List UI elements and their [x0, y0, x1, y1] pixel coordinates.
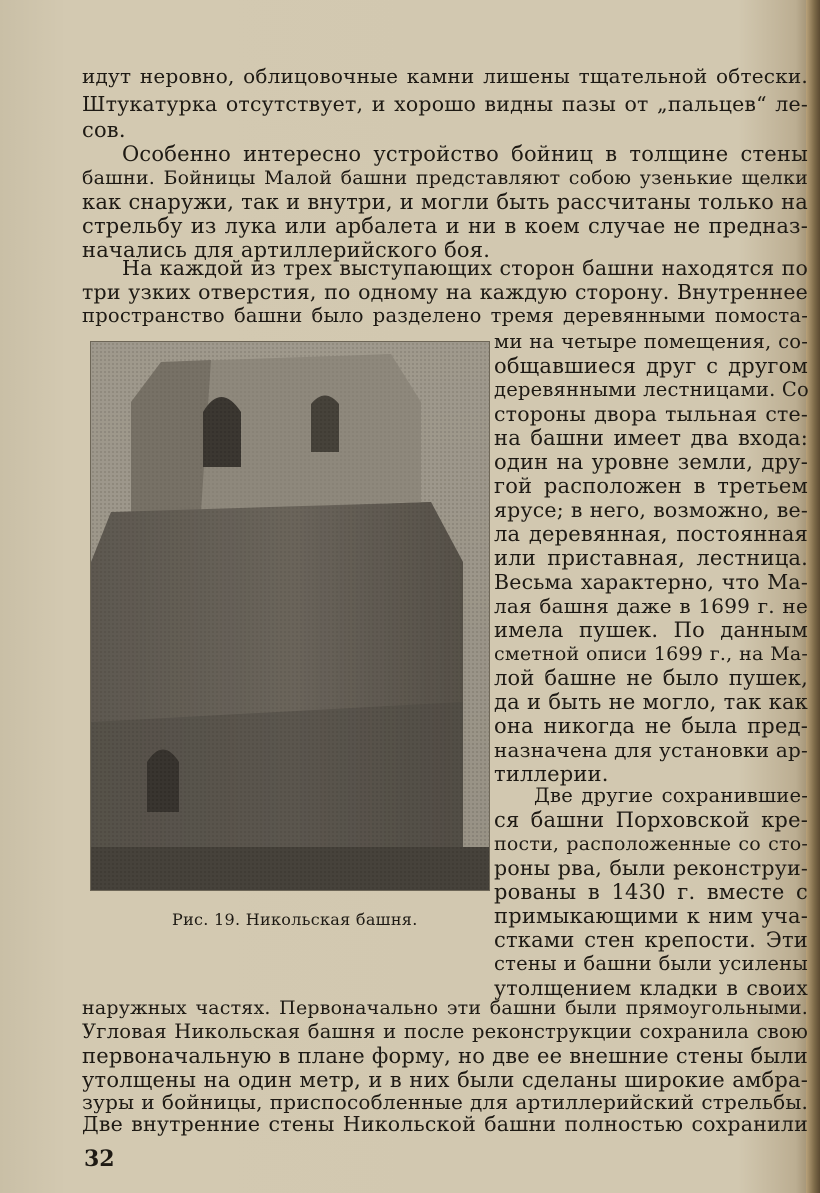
text-line: роны рва, были реконструи- — [494, 856, 808, 880]
text-line: сов. — [82, 118, 126, 142]
text-line: Две другие сохранившие- — [534, 784, 808, 807]
text-line: деревянными лестницами. Со — [494, 378, 809, 401]
text-line: Особенно интересно устройство бойниц в толщине стены — [122, 142, 808, 166]
text-line: На каждой из трех выступающих сторон башни находятся по — [122, 256, 808, 280]
text-line: Штукатурка отсутствует, и хорошо видны пазы от „пальцев“ ле- — [82, 92, 808, 116]
text-line: первоначальную в плане форму, но две ее внешние стены были — [82, 1044, 808, 1068]
text-line: лой башне не было пушек, — [494, 666, 808, 690]
text-line: Две внутренние стены Никольской башни полностью сохранили — [82, 1112, 808, 1136]
text-line: три узких отверстия, по одному на каждую сторону. Внутреннее — [82, 280, 808, 304]
text-line: ми на четыре помещения, со- — [494, 330, 808, 353]
text-line: Угловая Никольская башня и после реконструкции сохранила свою — [82, 1020, 808, 1043]
text-line: общавшиеся друг с другом — [494, 354, 808, 378]
text-line: пости, расположенные со сто- — [494, 833, 808, 855]
text-line: она никогда не была пред- — [494, 714, 808, 738]
figure-caption: Рис. 19. Никольская башня. — [172, 910, 418, 929]
text-line: стены и башни были усилены — [494, 952, 808, 975]
text-line: лая башня даже в 1699 г. не — [494, 594, 808, 618]
text-line: сметной описи 1699 г., на Ма- — [494, 643, 808, 665]
text-line: зуры и бойницы, приспособленные для артиллерийский стрельбы. — [82, 1090, 808, 1114]
text-line: идут неровно, облицовочные камни лишены тщательной обтески. — [82, 64, 808, 88]
text-line: как снаружи, так и внутри, и могли быть рассчитаны только на — [82, 190, 808, 214]
text-line: пространство башни было разделено тремя деревянными помоста- — [82, 304, 808, 327]
tower-photo-illustration — [91, 342, 489, 890]
text-line: утолщены на один метр, и в них были сделаны широкие амбра- — [82, 1068, 808, 1092]
text-line: Весьма характерно, что Ма- — [494, 570, 808, 594]
text-line: ла деревянная, постоянная — [494, 522, 808, 546]
text-line: начались для артиллерийского боя. — [82, 238, 491, 262]
text-line: башни. Бойницы Малой башни представляют собою узенькие щелки — [82, 167, 808, 189]
page-number: 32 — [84, 1146, 115, 1172]
text-line: рованы в 1430 г. вместе с — [494, 880, 808, 904]
text-line: наружных частях. Первоначально эти башни были прямоугольными. — [82, 997, 808, 1019]
text-line: или приставная, лестница. — [494, 546, 808, 570]
text-line: назначена для установки ар- — [494, 738, 808, 762]
text-line: ярусе; в него, возможно, ве- — [494, 498, 808, 522]
text-line: стками стен крепости. Эти — [494, 928, 808, 952]
text-line: гой расположен в третьем — [494, 474, 808, 498]
text-line: ся башни Порховской кре- — [494, 808, 808, 832]
text-line: на башни имеет два входа: — [494, 426, 808, 450]
text-line: да и быть не могло, так как — [494, 690, 808, 714]
text-line: утолщением кладки в своих — [494, 976, 808, 1000]
text-line: примыкающими к ним уча- — [494, 904, 808, 928]
page-edge — [806, 0, 820, 1193]
text-line: тиллерии. — [494, 762, 609, 786]
text-line: один на уровне земли, дру- — [494, 450, 808, 474]
figure-photo — [90, 341, 490, 891]
text-line: имела пушек. По данным — [494, 618, 808, 642]
text-line: стрельбу из лука или арбалета и ни в коем случае не предназ- — [82, 214, 808, 238]
text-line: стороны двора тыльная сте- — [494, 402, 808, 426]
